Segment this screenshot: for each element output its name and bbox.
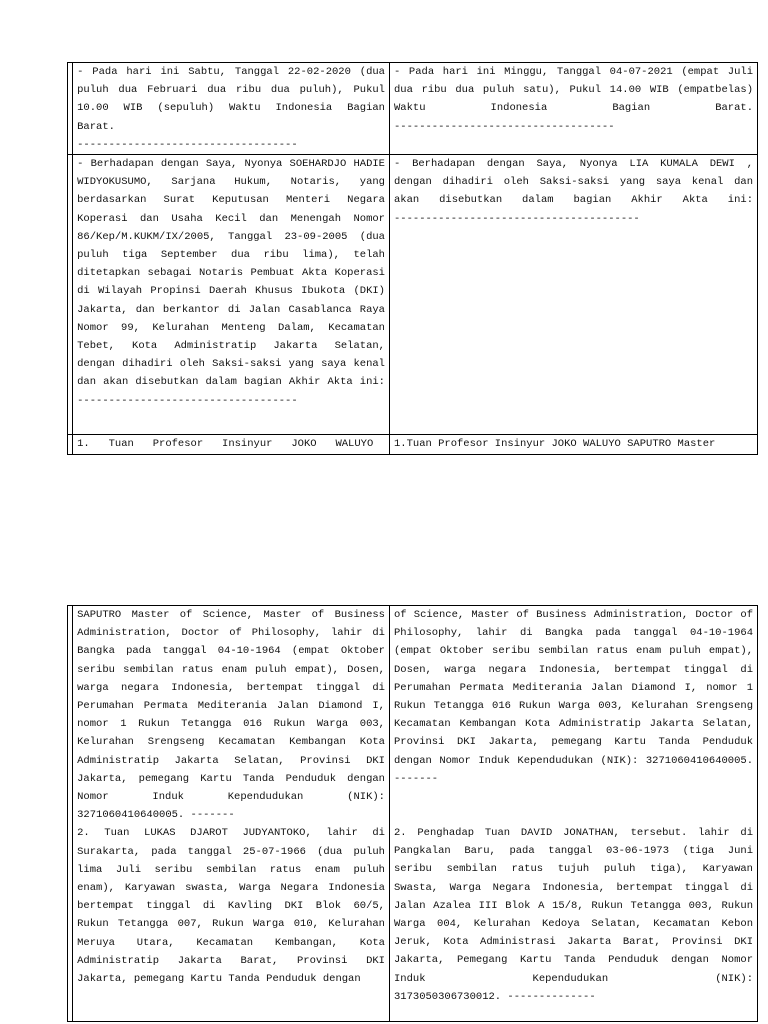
date-clause-left: - Pada hari ini Sabtu, Tanggal 22-02-2020 (dua puluh dua Februari dua ribu dua puluh), Pukul 10.00 WIB (sepuluh) Waktu Indonesia Bagian Barat. — [77, 66, 385, 133]
left-cell — [73, 435, 390, 455]
notary-clause-left: - Berhadapan dengan Saya, Nyonya SOEHARDJO HADIE WIDYOKUSUMO, Sarjana Hukum, Notaris, yang berdasarkan Surat Keputusan Menteri Negara Koperasi dan Usaha Kecil dan Menengah Nomor 86/Kep/M.KUKM/IX/2005, Tanggal 23-09-2005 (dua puluh tiga September dua ribu lima), telah ditetapkan sebagai Notaris Pembuat Akta Koperasi di Wilayah Propinsi Daerah Khusus Ibukota (DKI) Jakarta, dan berkantor di Jalan Casablanca Raya Nomor 99, Kelurahan Menteng Dalam, Kecamatan Tebet, Kota Administratip Jakarta Selatan, dengan dihadiri oleh Saksi-saksi yang saya kenal dan akan disebutkan dalam bagian Akhir Akta ini: — [77, 158, 385, 389]
party-2-details-right: 2. Penghadap Tuan DAVID JONATHAN, tersebut. lahir di Pangkalan Baru, pada tanggal 03-06-1973 (tiga Juni seribu sembilan ratus tujuh puluh tiga), Karyawan Swasta, Warga Negara Indonesia, bertempat tinggal di Jalan Azalea III Blok A 15/8, Rukun Tetangga 003, Rukun Warga 004, Kelurahan Kedoya Selatan, Kecamatan Kebon Jeruk, Kota Administrasi Jakarta Barat, Provinsi DKI Jakarta, Pemegang Kartu Tanda Penduduk dengan Nomor Induk Kependudukan (NIK): — [393, 827, 753, 985]
deed-table-bottom — [67, 605, 758, 1022]
right-cell — [389, 63, 757, 155]
table-row — [68, 155, 758, 435]
party-2-details-left: 2. Tuan LUKAS DJAROT JUDYANTOKO, lahir di Surakarta, pada tanggal 25-07-1966 (dua puluh lima Juli seribu sembilan ratus enam puluh enam), Karyawan swasta, Warga Negara Indonesia bertempat tinggal di Kavling DKI Blok 60/5, Rukun Tetangga 007, Rukun Warga 010, Kelurahan Meruya Utara, Kecamatan Kembangan, Kota Administratip Jakarta Barat, Provinsi DKI Jakarta, pemegang Kartu Tanda Penduduk dengan — [77, 827, 385, 986]
deed-table-top — [67, 62, 758, 455]
party-1-heading-right: 1.Tuan Profesor Insinyur JOKO WALUYO SAPUTRO Master — [393, 438, 716, 451]
left-cell — [73, 155, 390, 435]
dash-line: ----------------------------------- — [77, 394, 298, 407]
right-cell — [389, 435, 757, 455]
dash-line: ----------------------------------- — [393, 120, 615, 133]
dash-line: --------------------------------------- — [393, 212, 640, 225]
party-1-details-right: of Science, Master of Business Administration, Doctor of Philosophy, lahir di Bangka pada tanggal 04-10-1964 (empat Oktober seribu sembilan ratus enam puluh empat), Dosen, warga negara Indonesia, bertempat tinggal di Perumahan Permata Mediterania Jalan Diamond I, nomor 1 Rukun Tetangga 016 Rukun Warga 003, Kelurahan Srengseng Kecamatan Kembangan Kota Administratip Jakarta Selatan, Provinsi DKI Jakarta, pemegang Kartu Tanda Penduduk dengan Nomor Induk Kependudukan (NIK): 3271060410640005. ------- — [393, 609, 753, 785]
dash-line: ----------------------------------- — [77, 138, 298, 151]
notary-clause-right: - Berhadapan dengan Saya, Nyonya LIA KUMALA DEWI , dengan dihadiri oleh Saksi-saksi yang saya kenal dan akan disebutkan dalam bagian Akhir Akta ini: — [393, 158, 753, 207]
right-cell — [389, 155, 757, 435]
nik-line: 3271060410640005. ------- — [77, 809, 235, 822]
table-row — [68, 606, 758, 1022]
table-row — [68, 63, 758, 155]
table-row — [68, 435, 758, 455]
spacer — [394, 788, 753, 824]
date-clause-right: - Pada hari ini Minggu, Tanggal 04-07-2021 (empat Juli dua ribu dua puluh satu), Pukul 14.00 WIB (empatbelas) Waktu Indonesia Bagian Barat. — [393, 66, 753, 115]
party-1-details-left: SAPUTRO Master of Science, Master of Business Administration, Doctor of Philosophy, lahir di Bangka pada tanggal 04-10-1964 (empat Oktober seribu sembilan ratus enam puluh empat), Dosen, warga negara Indonesia, bertempat tinggal di Perumahan Permata Mediterania Jalan Diamond I, nomor 1 Rukun Tetangga 016 Rukun Warga 003, Kelurahan Srengseng Kecamatan Kembangan Kota Administratip Jakarta Selatan, Provinsi DKI Jakarta, pemegang Kartu Tanda Penduduk dengan Nomor Induk Kependudukan (NIK): — [77, 609, 385, 804]
left-cell — [73, 63, 390, 155]
left-cell — [73, 606, 390, 1022]
party-1-heading-left: 1. Tuan Profesor Insinyur JOKO WALUYO — [77, 438, 374, 451]
nik-line: 3173050306730012. -------------- — [393, 990, 596, 1003]
right-cell — [389, 606, 757, 1022]
